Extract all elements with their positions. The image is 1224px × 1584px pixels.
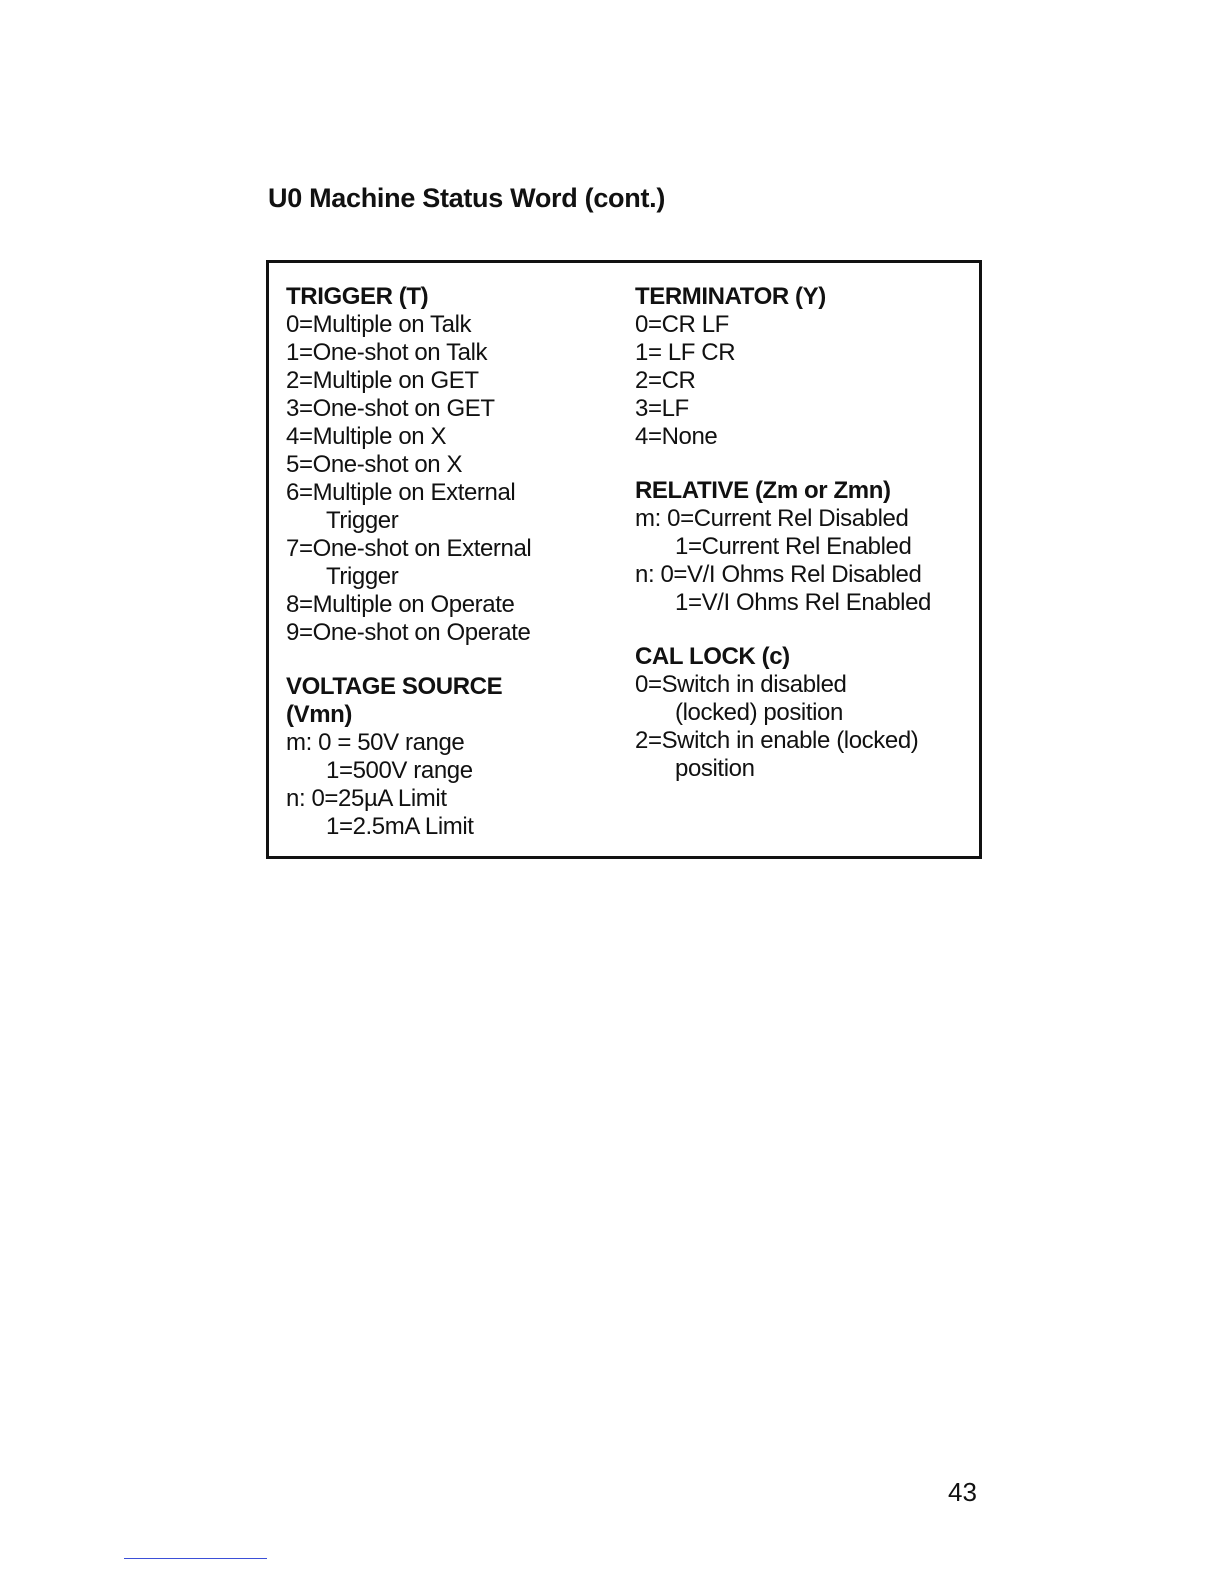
status-word-table <box>266 260 982 859</box>
trigger-option: 4=Multiple on X <box>286 423 447 450</box>
left-column <box>286 283 616 841</box>
trigger-option: 1=One-shot on Talk <box>286 339 488 366</box>
cal-lock-option-continued: position <box>675 755 755 782</box>
voltage-source-option: 1=2.5mA Limit <box>326 813 474 840</box>
relative-option: n: 0=V/I Ohms Rel Disabled <box>635 561 922 588</box>
terminator-option: 0=CR LF <box>635 311 729 338</box>
relative-option: m: 0=Current Rel Disabled <box>635 505 909 532</box>
terminator-heading: TERMINATOR (Y) <box>635 283 826 310</box>
spacer <box>635 617 975 643</box>
voltage-source-option: n: 0=25µA Limit <box>286 785 447 812</box>
trigger-option: 5=One-shot on X <box>286 451 463 478</box>
terminator-option: 2=CR <box>635 367 696 394</box>
cal-lock-option-continued: (locked) position <box>675 699 843 726</box>
trigger-option: 6=Multiple on External <box>286 479 516 506</box>
cal-lock-option: 2=Switch in enable (locked) <box>635 727 919 754</box>
terminator-option: 3=LF <box>635 395 689 422</box>
right-column <box>635 283 975 783</box>
cal-lock-option: 0=Switch in disabled <box>635 671 847 698</box>
spacer <box>635 451 975 477</box>
trigger-heading: TRIGGER (T) <box>286 283 429 310</box>
cal-lock-heading: CAL LOCK (c) <box>635 643 790 670</box>
voltage-source-option: 1=500V range <box>326 757 473 784</box>
trigger-option: 0=Multiple on Talk <box>286 311 472 338</box>
footer-rule <box>124 1558 267 1559</box>
trigger-option: 7=One-shot on External <box>286 535 532 562</box>
trigger-option-continued: Trigger <box>326 507 399 534</box>
trigger-option: 8=Multiple on Operate <box>286 591 515 618</box>
voltage-source-heading-code: (Vmn) <box>286 701 352 728</box>
trigger-option: 9=One-shot on Operate <box>286 619 531 646</box>
page-number: 43 <box>948 1477 977 1507</box>
relative-option: 1=Current Rel Enabled <box>675 533 912 560</box>
spacer <box>286 647 616 673</box>
terminator-option: 4=None <box>635 423 718 450</box>
trigger-option-continued: Trigger <box>326 563 399 590</box>
terminator-option: 1= LF CR <box>635 339 736 366</box>
voltage-source-option: m: 0 = 50V range <box>286 729 465 756</box>
relative-heading: RELATIVE (Zm or Zmn) <box>635 477 891 504</box>
voltage-source-heading: VOLTAGE SOURCE <box>286 673 503 700</box>
page-title: U0 Machine Status Word (cont.) <box>268 183 666 213</box>
relative-option: 1=V/I Ohms Rel Enabled <box>675 589 932 616</box>
trigger-option: 3=One-shot on GET <box>286 395 495 422</box>
trigger-option: 2=Multiple on GET <box>286 367 479 394</box>
